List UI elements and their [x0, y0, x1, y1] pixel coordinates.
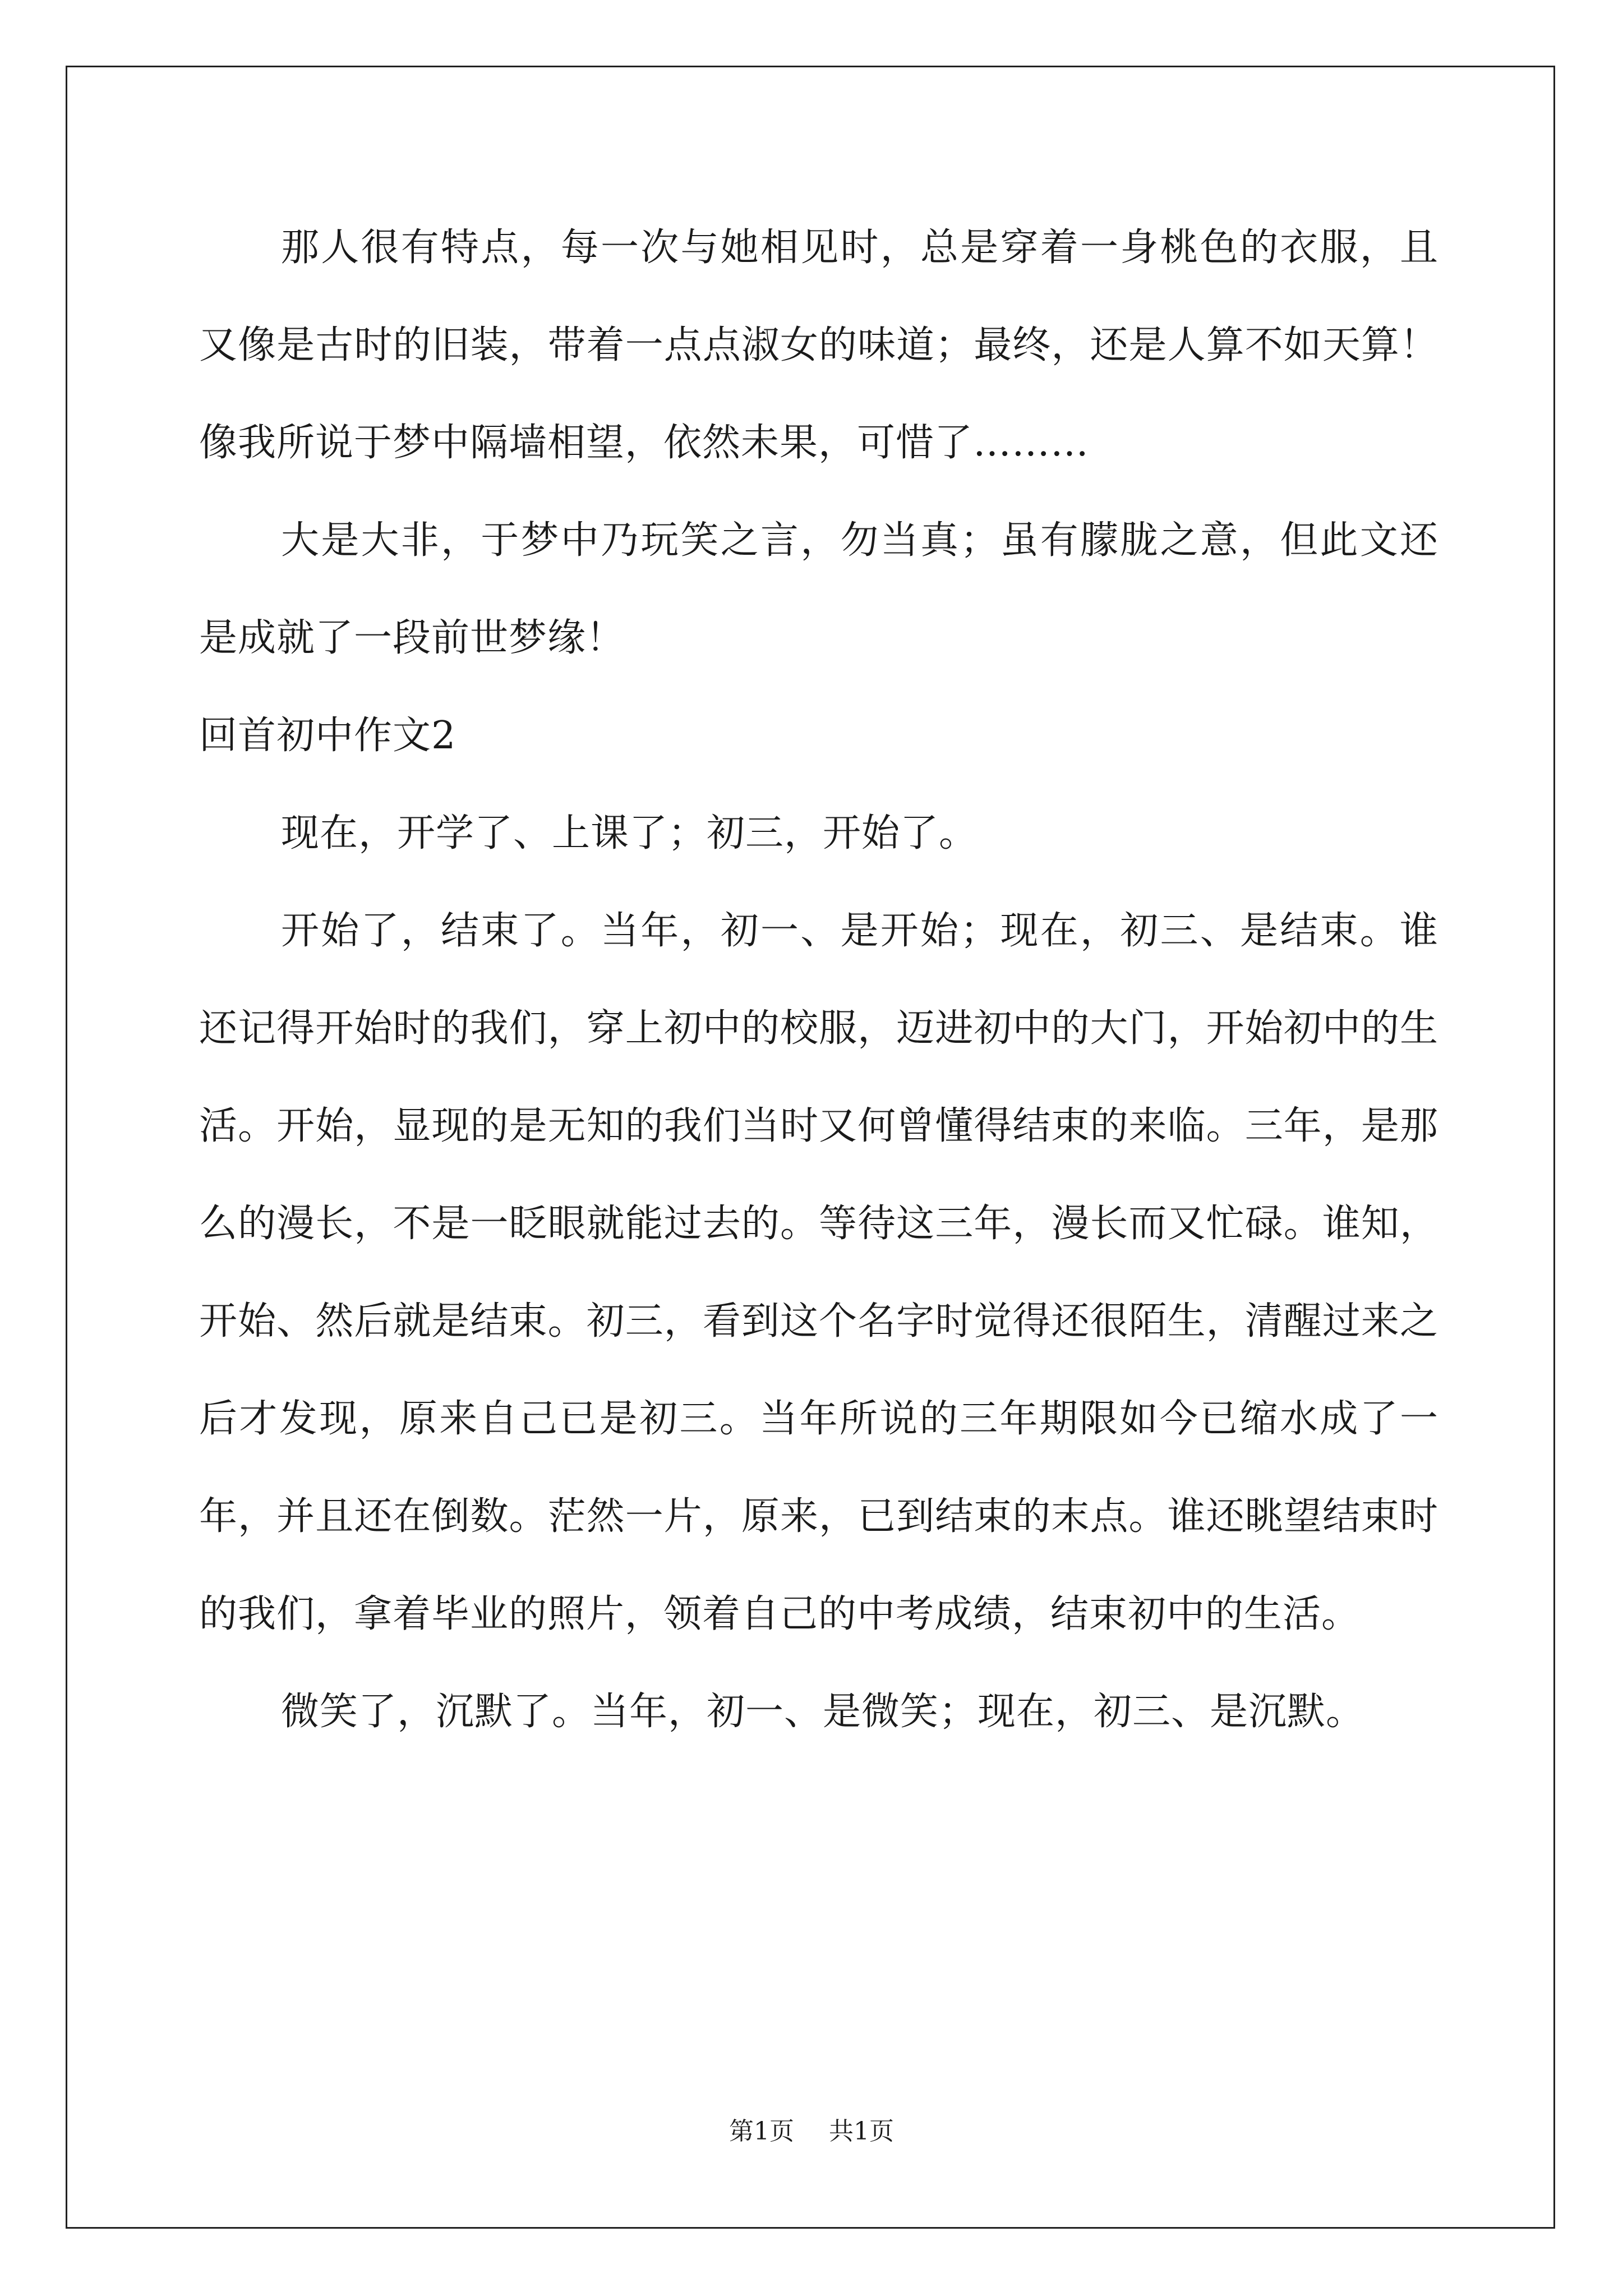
page-footer: [0, 2115, 1623, 2148]
paragraph: 现在，开学了、上课了；初三，开始了。: [281, 811, 978, 855]
paragraph: 那人很有特点，每一次与她相见时，总是穿着一身桃色的衣服，且又像是古时的旧装，带着一点点淑女的味道；最终，还是人算不如天算！像我所说于梦中隔墙相望，依然未果，可惜了………: [199, 226, 1438, 465]
document-body: [199, 199, 1438, 1761]
paragraph: 大是大非，于梦中乃玩笑之言，勿当真；虽有朦胧之意，但此文还是成就了一段前世梦缘！: [199, 518, 1438, 660]
paragraph: 微笑了，沉默了。当年，初一、是微笑；现在，初三、是沉默。: [281, 1690, 1365, 1734]
page-number: 第1页: [729, 2117, 794, 2146]
section-heading: 回首初中作文2: [199, 714, 457, 758]
paragraph: 开始了，结束了。当年，初一、是开始；现在，初三、是结束。谁还记得开始时的我们，穿上初中的校服，迈进初中的大门，开始初中的生活。开始，显现的是无知的我们当时又何曾懂得结束的来临。三年，是那么的漫长，不是一眨眼就能过去的。等待这三年，漫长而又忙碌。谁知，开始、然后就是结束。初三，看到这个名字时觉得还很陌生，清醒过来之后才发现，原来自己已是初三。当年所说的三年期限如今已缩水成了一年，并且还在倒数。茫然一片，原来，已到结束的末点。谁还眺望结束时的我们，拿着毕业的照片，领着自己的中考成绩，结束初中的生活。: [199, 909, 1438, 1636]
page-total: 共1页: [829, 2117, 894, 2146]
